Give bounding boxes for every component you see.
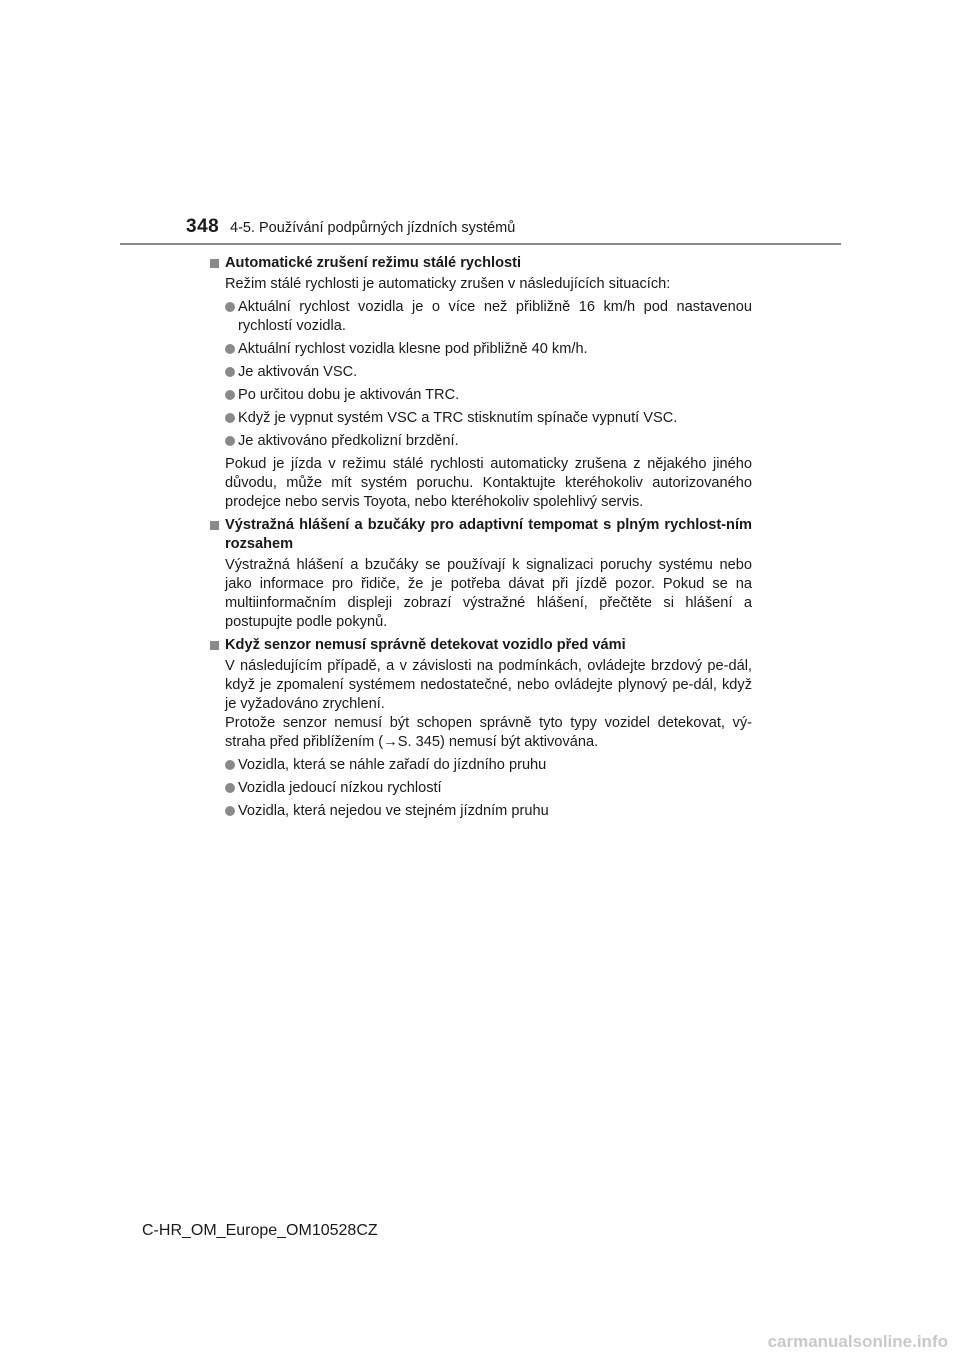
list-item [225, 432, 752, 451]
list-item [225, 386, 752, 405]
document-code: C-HR_OM_Europe_OM10528CZ [142, 1222, 378, 1239]
list-item-text: Je aktivován VSC. [238, 364, 358, 380]
section-heading [210, 636, 752, 655]
circle-bullet-icon [225, 436, 235, 446]
heading-text: Výstražná hlášení a bzučáky pro adaptivní tempomat s plným rychlost-ním rozsahem [225, 517, 752, 552]
section-auto-cancel [210, 254, 752, 512]
circle-bullet-icon [225, 413, 235, 423]
list-item [225, 298, 752, 336]
list-item-text: Aktuální rychlost vozidla klesne pod přibližně 40 km/h. [238, 341, 588, 357]
section-heading [210, 516, 752, 554]
paragraph: Výstražná hlášení a bzučáky se používají k signalizaci poruchy systému nebo jako informace pro řidiče, že je potřeba dávat při jízdě pozor. Pokud se na multiinformačním displeji zobrazí výstražné hlášení, přečtěte si hlášení a postupujte podle pokynů. [225, 557, 752, 630]
circle-bullet-icon [225, 783, 235, 793]
list-item-text: Vozidla jedoucí nízkou rychlostí [238, 780, 442, 796]
square-bullet-icon [210, 641, 219, 650]
list-item-text: Je aktivováno předkolizní brzdění. [238, 433, 459, 449]
section-heading [210, 254, 752, 273]
page-number: 348 [186, 216, 220, 237]
list-item [225, 756, 752, 775]
square-bullet-icon [210, 259, 219, 268]
circle-bullet-icon [225, 806, 235, 816]
section-title: 4-5. Používání podpůrných jízdních systémů [230, 220, 516, 236]
paragraph: Pokud je jízda v režimu stálé rychlosti automaticky zrušena z nějakého jiného důvodu, může mít systém poruchu. Kontaktujte kteréhokoliv autorizovaného prodejce nebo servis Toyota, nebo kteréhokoliv spolehlivý servis. [225, 456, 752, 510]
circle-bullet-icon [225, 367, 235, 377]
list-item [225, 802, 752, 821]
list-item-text: Aktuální rychlost vozidla je o více než přibližně 16 km/h pod nastavenou rychlostí vozidla. [238, 299, 752, 334]
list-item-text: Když je vypnut systém VSC a TRC stisknutím spínače vypnutí VSC. [238, 410, 678, 426]
section-sensor-detection [210, 636, 752, 821]
heading-text: Když senzor nemusí správně detekovat vozidlo před vámi [225, 637, 626, 653]
list-item-text: Vozidla, která nejedou ve stejném jízdním pruhu [238, 803, 549, 819]
paragraph: V následujícím případě, a v závislosti na podmínkách, ovládejte brzdový pe-dál, když je zpomalení systémem nedostatečné, nebo ovládejte plynový pe-dál, když je vyžadováno zrychlení. [225, 658, 752, 712]
circle-bullet-icon [225, 344, 235, 354]
list-item-text: Vozidla, která se náhle zařadí do jízdního pruhu [238, 757, 547, 773]
list-item-text: Po určitou dobu je aktivován TRC. [238, 387, 460, 403]
section-warnings [210, 516, 752, 632]
square-bullet-icon [210, 521, 219, 530]
circle-bullet-icon [225, 760, 235, 770]
page-content [210, 254, 752, 825]
circle-bullet-icon [225, 302, 235, 312]
list-item [225, 409, 752, 428]
paragraph: Režim stálé rychlosti je automaticky zrušen v následujících situacích: [225, 276, 671, 292]
heading-text: Automatické zrušení režimu stálé rychlosti [225, 255, 522, 271]
circle-bullet-icon [225, 390, 235, 400]
list-item [225, 363, 752, 382]
paragraph: Protože senzor nemusí být schopen správně tyto typy vozidel detekovat, vý-straha před přiblížením (→S. 345) nemusí být aktivována. [225, 715, 752, 750]
header-rule [120, 243, 841, 245]
list-item [225, 340, 752, 359]
list-item [225, 779, 752, 798]
watermark-logo: carmanualsonline.info [767, 1332, 948, 1351]
